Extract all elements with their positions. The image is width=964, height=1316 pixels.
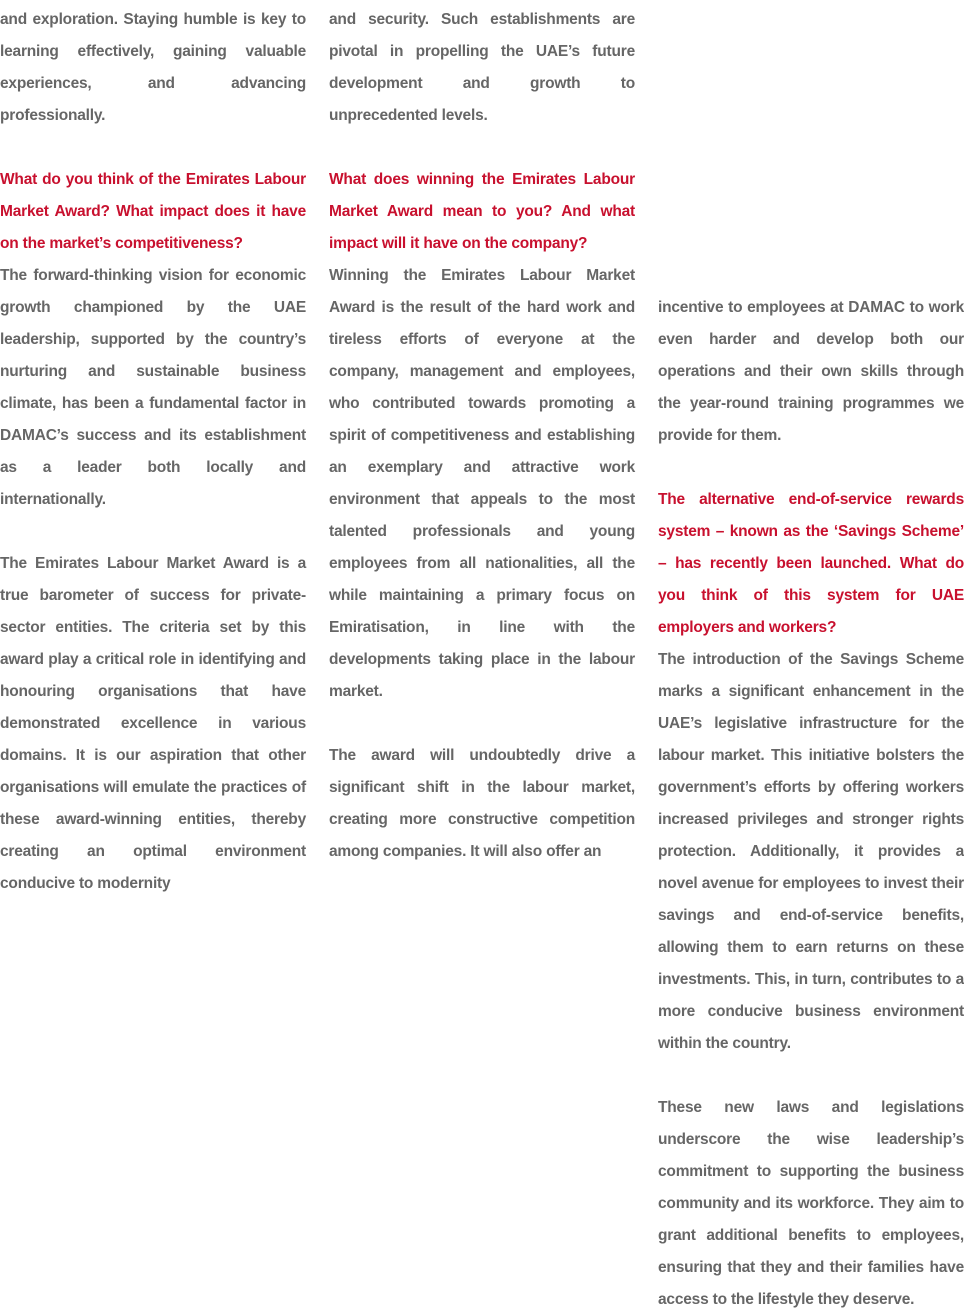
paragraph: The Emirates Labour Market Award is a true barometer of success for private-sector entities. The criteria set by this award play a critical role in identifying and honouring organisations that have demonstrated excellence in various domains. It is our aspiration that other organisations will emulate the practices of these award-winning entities, thereby creating an optimal environment conducive to modernity [0, 555, 306, 892]
question-heading: The alternative end-of-service rewards system – known as the ‘Savings Scheme’ – has recently been launched. What do you think of this system for UAE employers and workers? [658, 491, 964, 636]
paragraph: These new laws and legislations underscore the wise leadership’s commitment to supporting the business community and its workforce. They aim to grant additional benefits to employees, ensuring that they and their families have access to the lifestyle they deserve. [658, 1099, 964, 1308]
paragraph: incentive to employees at DAMAC to work even harder and develop both our operations and their own skills through the year-round training programmes we provide for them. [658, 299, 964, 444]
text-column-3 [658, 292, 964, 1316]
text-column-2 [329, 4, 635, 868]
paragraph: The forward-thinking vision for economic growth championed by the UAE leadership, supported by the country’s nurturing and sustainable business climate, has been a fundamental factor in DAMAC’s success and its establishment as a leader both locally and internationally. [0, 267, 306, 508]
paragraph: The introduction of the Savings Scheme marks a significant enhancement in the UAE’s legislative infrastructure for the labour market. This initiative bolsters the government’s efforts by offering workers increased privileges and stronger rights protection. Additionally, it provides a novel avenue for employees to invest their savings and end-of-service benefits, allowing them to earn returns on these investments. This, in turn, contributes to a more conducive business environment within the country. [658, 651, 964, 1052]
paragraph: The award will undoubtedly drive a significant shift in the labour market, creating more constructive competition among companies. It will also offer an [329, 747, 635, 860]
paragraph: and exploration. Staying humble is key to learning effectively, gaining valuable experiences, and advancing professionally. [0, 11, 306, 124]
paragraph: Winning the Emirates Labour Market Award is the result of the hard work and tireless efforts of everyone at the company, management and employees, who contributed towards promoting a spirit of competitiveness and establishing an exemplary and attractive work environment that appeals to the most talented professionals and young employees from all nationalities, all the while maintaining a primary focus on Emiratisation, in line with the developments taking place in the labour market. [329, 267, 635, 700]
question-heading: What does winning the Emirates Labour Market Award mean to you? And what impact will it have on the company? [329, 171, 635, 252]
question-heading: What do you think of the Emirates Labour Market Award? What impact does it have on the market’s competitiveness? [0, 171, 306, 252]
text-column-1 [0, 4, 306, 900]
paragraph: and security. Such establishments are pivotal in propelling the UAE’s future development and growth to unprecedented levels. [329, 11, 635, 124]
